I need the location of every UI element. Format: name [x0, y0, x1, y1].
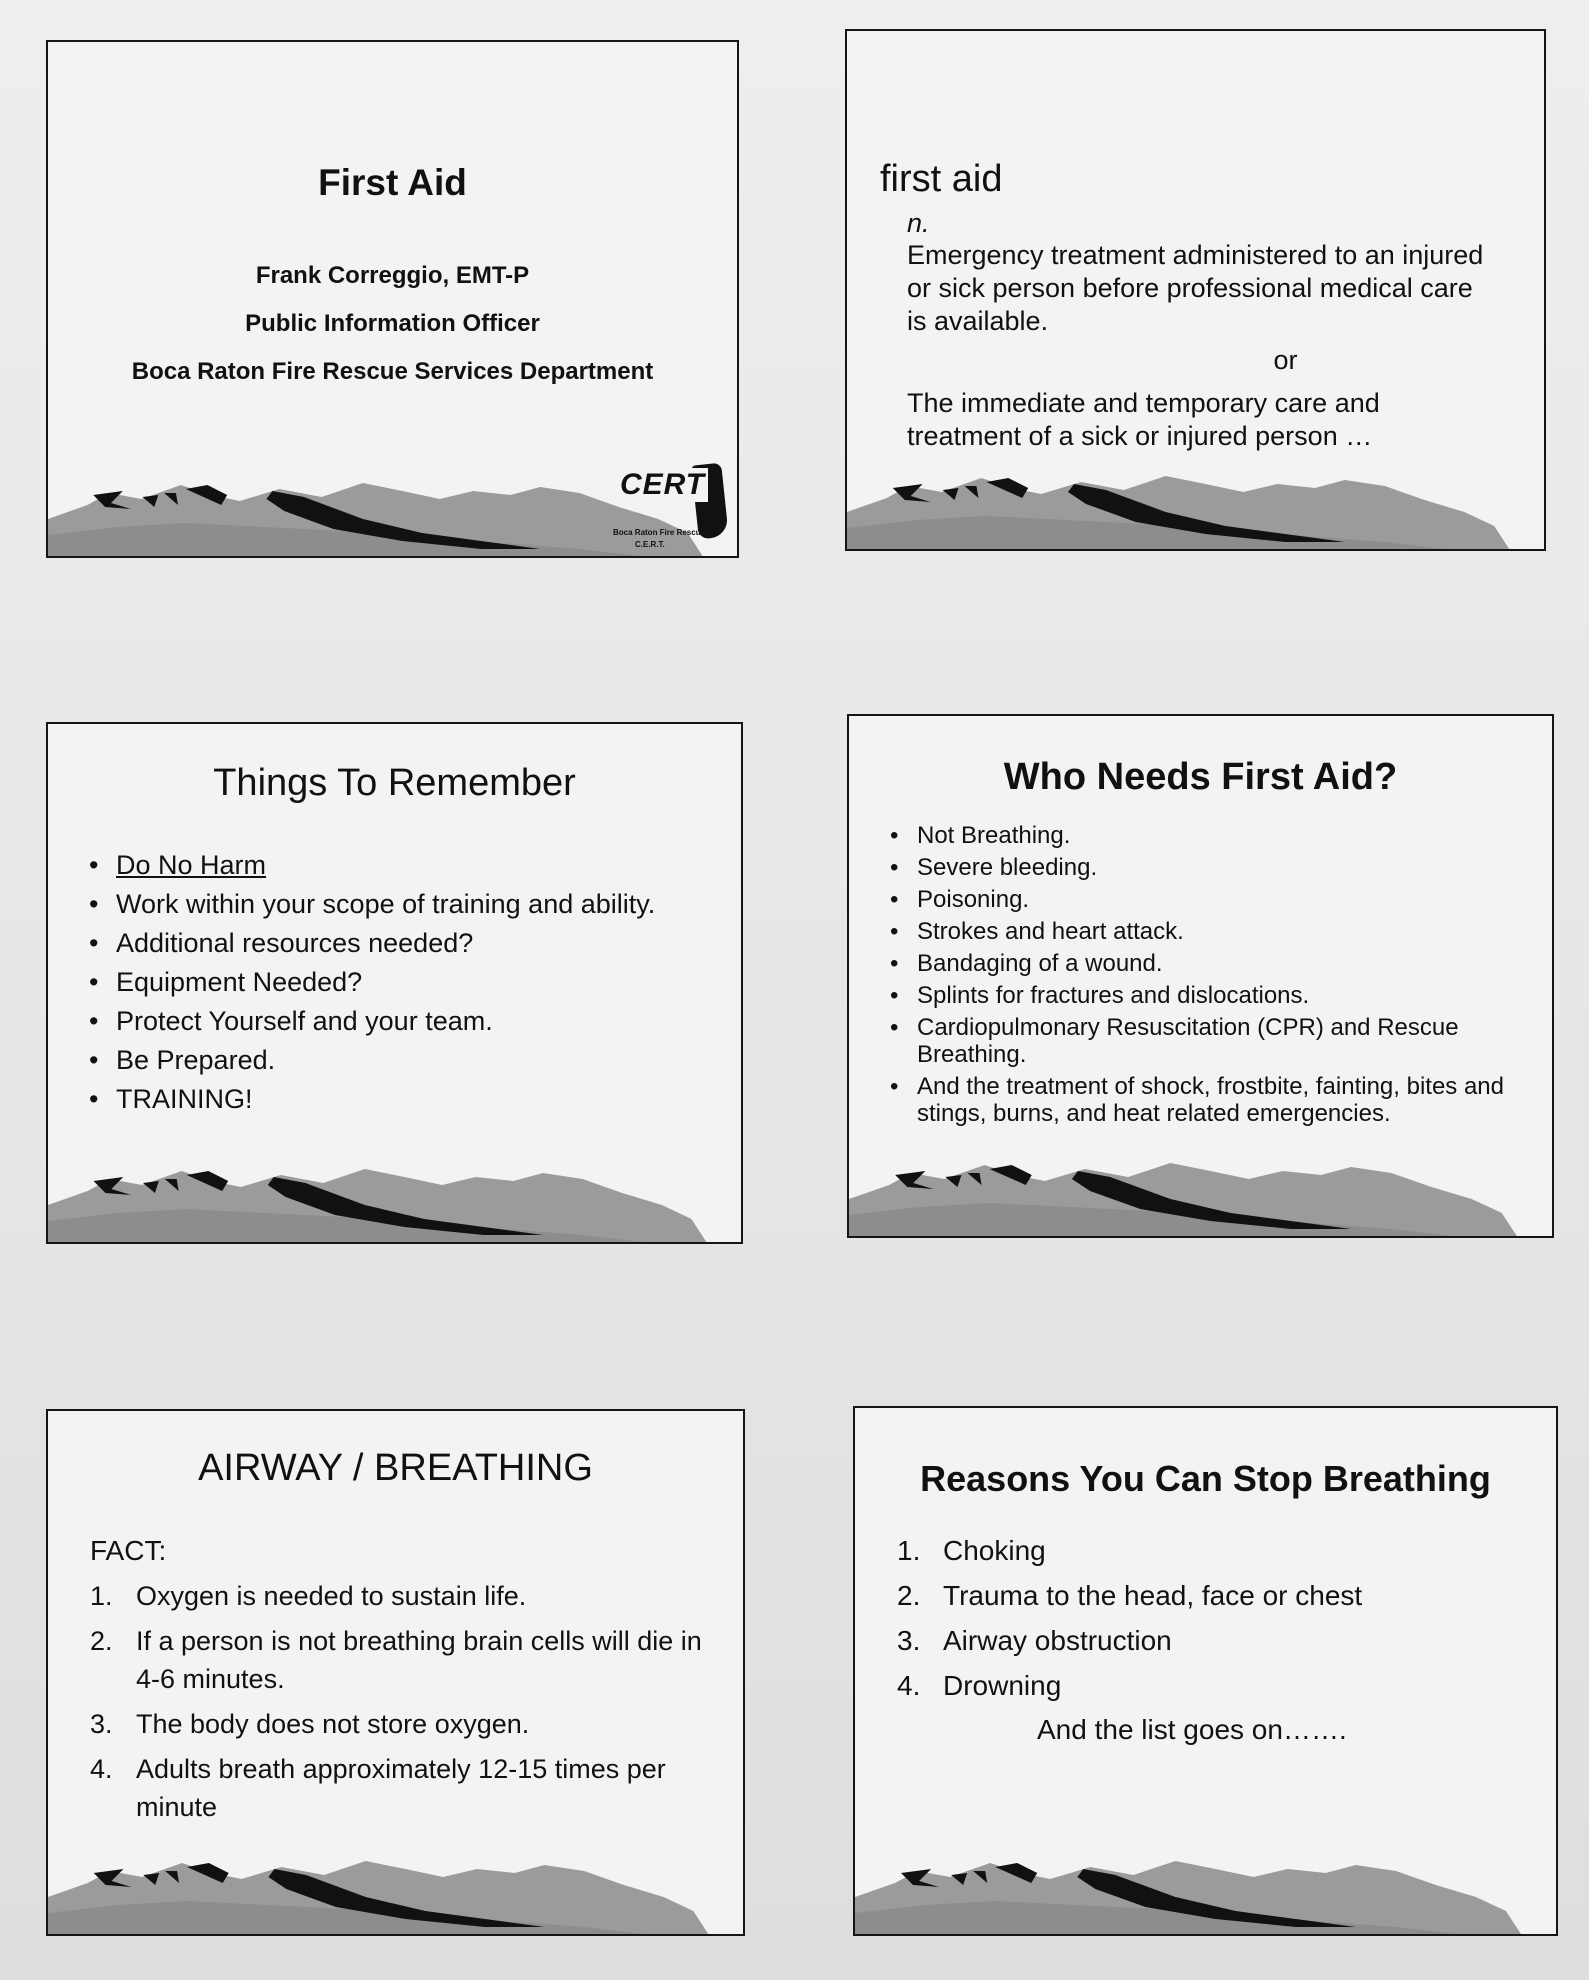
list-item: • Cardiopulmonary Resuscitation (CPR) and Rescue Breathing.: [917, 1014, 1507, 1068]
list-item: • Work within your scope of training and ability.: [116, 887, 706, 922]
who-needs-list: [917, 822, 1507, 1127]
fact-label: FACT:: [90, 1535, 167, 1566]
list-item: 2. If a person is not breathing brain cells will die in 4-6 minutes.: [90, 1626, 702, 1694]
list-item: • Do No Harm: [116, 848, 706, 883]
presenter-department: Boca Raton Fire Rescue Services Department: [131, 358, 654, 385]
list-item: • Equipment Needed?: [116, 965, 706, 1000]
list-item: • Bandaging of a wound.: [917, 950, 1507, 977]
list-item: • Strokes and heart attack.: [917, 918, 1507, 945]
definition-2: The immediate and temporary care and treatment of a sick or injured person …: [907, 388, 1380, 451]
logo-caption-cert: C.E.R.T.: [635, 540, 665, 549]
list-item: • Not Breathing.: [917, 822, 1507, 849]
slide-4-title: Who Needs First Aid?: [1003, 756, 1398, 798]
slide-title: [46, 40, 739, 558]
list-item: • Be Prepared.: [116, 1043, 706, 1078]
cert-logo: [613, 460, 733, 555]
list-item: 4. Adults breath approximately 12-15 times per minute: [90, 1754, 666, 1822]
list-item: • Severe bleeding.: [917, 854, 1507, 881]
slide-airway-breathing: [46, 1409, 745, 1936]
list-item: 1. Oxygen is needed to sustain life.: [90, 1581, 527, 1611]
slide-reasons-stop-breathing: [853, 1406, 1558, 1936]
list-item: • Additional resources needed?: [116, 926, 706, 961]
slide-5-title: AIRWAY / BREATHING: [198, 1447, 593, 1489]
definition-1: Emergency treatment administered to an injured or sick person before professional medical care is available.: [907, 240, 1484, 336]
slide-1-title: First Aid: [318, 162, 467, 203]
definition-or: or: [1273, 345, 1298, 375]
logo-caption-agency: Boca Raton Fire Rescue: [613, 528, 706, 537]
cert-logo-text: CERT: [617, 468, 708, 502]
list-item: • Protect Yourself and your team.: [116, 1004, 706, 1039]
airway-facts-list: [90, 1577, 716, 1826]
mountain-footer-graphic: [849, 1151, 1552, 1236]
mountain-footer-graphic: [855, 1849, 1556, 1934]
mountain-footer-graphic: [48, 1157, 741, 1242]
slide-who-needs-first-aid: [847, 714, 1554, 1238]
reasons-list: [897, 1532, 1523, 1705]
remember-list: [116, 848, 706, 1117]
mountain-footer-graphic: [847, 464, 1544, 549]
list-item: • And the treatment of shock, frostbite, fainting, bites and stings, burns, and heat related emergencies.: [917, 1073, 1507, 1127]
presenter-role: Public Information Officer: [245, 310, 540, 337]
part-of-speech: n.: [907, 208, 930, 238]
list-item: 3. Airway obstruction: [897, 1625, 1172, 1656]
list-item: • Splints for fractures and dislocations.: [917, 982, 1507, 1009]
list-item: 2. Trauma to the head, face or chest: [897, 1580, 1363, 1611]
slide-definition: [845, 29, 1546, 551]
slide-things-to-remember: [46, 722, 743, 1244]
list-item: • TRAINING!: [116, 1082, 706, 1117]
list-item: 3. The body does not store oxygen.: [90, 1709, 530, 1739]
list-item: • Poisoning.: [917, 886, 1507, 913]
mountain-footer-graphic: [48, 1849, 743, 1934]
list-item: 1. Choking: [897, 1535, 1046, 1566]
list-item: 4. Drowning: [897, 1670, 1062, 1701]
slide-3-title: Things To Remember: [213, 762, 576, 804]
list-continues-text: And the list goes on…….: [1037, 1714, 1347, 1745]
presenter-name: Frank Correggio, EMT-P: [255, 262, 530, 289]
slide-6-title: Reasons You Can Stop Breathing: [920, 1458, 1491, 1499]
definition-term: first aid: [880, 158, 1003, 200]
